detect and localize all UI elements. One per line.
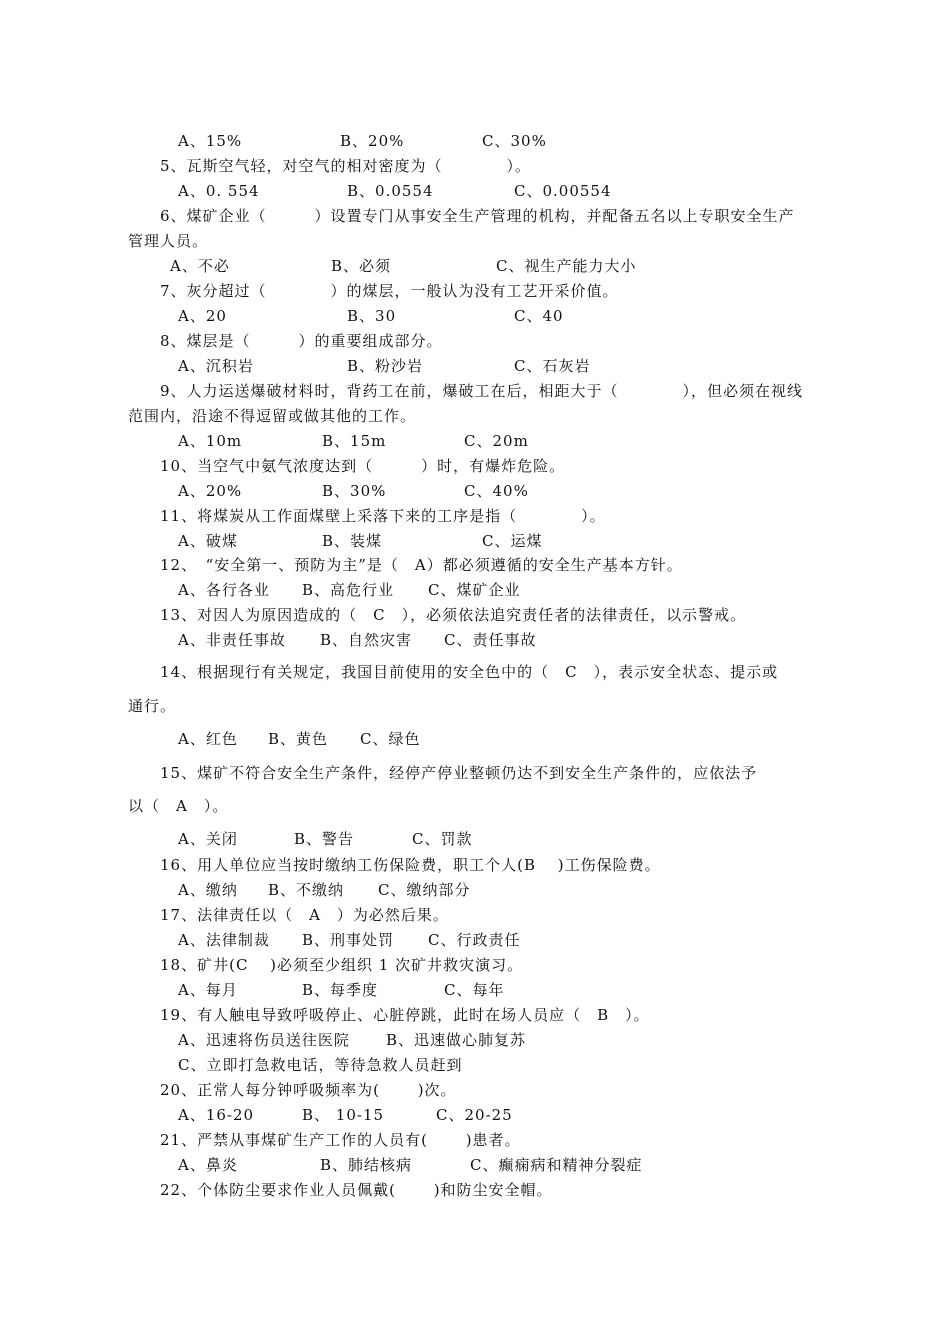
option-a: A、破煤 [178,532,238,550]
question-text: 17、法律责任以（ A ）为必然后果。 [160,906,449,924]
option-b: B、必须 [331,257,392,275]
option-a: A、非责任事故 [178,631,286,649]
question-text: 18、矿井(C )必须至少组织 1 次矿井救灾演习。 [160,956,524,974]
option-c: C、20-25 [436,1106,513,1124]
option-b: B、自然灾害 [320,631,413,649]
option-b: B、肺结核病 [320,1156,413,1174]
option-c: C、缴纳部分 [378,881,471,899]
option-a: A、不必 [170,257,230,275]
question-text: 10、当空气中氨气浓度达到（ ）时，有爆炸危险。 [160,457,566,475]
option-b: B、每季度 [302,981,379,999]
option-a: A、16-20 [178,1106,255,1124]
option-a: A、10m [178,432,243,450]
option-c: C、运煤 [482,532,543,550]
question-text: 16、用人单位应当按时缴纳工伤保险费，职工个人(B )工伤保险费。 [160,856,661,874]
option-b: B、刑事处罚 [302,931,395,949]
question-text-continued: 以（ A ）。 [128,797,229,815]
option-a: A、15% [178,132,243,150]
option-a: A、法律制裁 [178,931,270,949]
option-a: A、每月 [178,981,238,999]
option-c: C、绿色 [360,730,421,748]
option-b: B、装煤 [322,532,383,550]
option-c: C、每年 [444,981,505,999]
question-text: 19、有人触电导致呼吸停止、心脏停跳，此时在场人员应（ B ）。 [160,1006,650,1024]
option-b: B、警告 [294,830,355,848]
option-a: A、关闭 [178,830,238,848]
option-c: C、40 [514,307,564,325]
question-text-continued: 通行。 [128,697,177,715]
option-b: B、粉沙岩 [347,357,424,375]
question-text: 8、煤层是（ ）的重要组成部分。 [160,332,443,350]
question-text: 14、根据现行有关规定，我国目前使用的安全色中的（ C ），表示安全状态、提示或 [160,663,779,681]
option-a: A、沉积岩 [178,357,254,375]
question-text: 9、人力运送爆破材料时，背药工在前，爆破工在后，相距大于（ ），但必须在视线 [160,382,804,400]
option-c: C、40% [464,482,529,500]
question-text: 12、 “安全第一、预防为主”是（ A）都必须遵循的安全生产基本方针。 [160,556,683,574]
option-c: C、煤矿企业 [428,581,521,599]
question-text-continued: 管理人员。 [128,232,209,250]
option-c: C、视生产能力大小 [496,257,637,275]
option-a: A、各行各业 [178,581,270,599]
question-text: 20、正常人每分钟呼吸频率为( )次。 [160,1081,457,1099]
question-text-continued: 范围内，沿途不得逗留或做其他的工作。 [128,407,417,425]
option-a: A、20 [178,307,227,325]
option-c: C、癫痫病和精神分裂症 [470,1156,643,1174]
option-b: B、不缴纳 [268,881,345,899]
option-b: B、30 [347,307,397,325]
question-text: 22、个体防尘要求作业人员佩戴( )和防尘安全帽。 [160,1181,553,1199]
option-a: A、鼻炎 [178,1156,238,1174]
option-b: B、高危行业 [302,581,395,599]
option-c: C、石灰岩 [514,357,591,375]
option-c: C、0.00554 [514,182,612,200]
option-c: C、30% [482,132,547,150]
option-a: A、20% [178,482,243,500]
option-b: B、15m [322,432,387,450]
option-c: C、责任事故 [444,631,537,649]
option-b: B、30% [322,482,387,500]
question-text: 6、煤矿企业（ ）设置专门从事安全生产管理的机构，并配备五名以上专职安全生产 [160,207,795,225]
question-text: 5、瓦斯空气轻，对空气的相对密度为（ ）。 [160,157,532,175]
option-b: B、迅速做心肺复苏 [386,1031,527,1049]
option-b: B、0.0554 [347,182,434,200]
question-text: 7、灰分超过（ ）的煤层，一般认为没有工艺开采价值。 [160,282,619,300]
option-c: C、立即打急救电话，等待急救人员赶到 [178,1056,463,1074]
question-text: 15、煤矿不符合安全生产条件，经停产停业整顿仍达不到安全生产条件的，应依法予 [160,764,758,782]
option-b: B、 10-15 [302,1106,385,1124]
option-c: C、行政责任 [428,931,521,949]
option-a: A、0. 554 [178,182,260,200]
option-c: C、20m [464,432,529,450]
question-text: 11、将煤炭从工作面煤壁上采落下来的工序是指（ ）。 [160,507,606,525]
option-b: B、黄色 [268,730,329,748]
option-b: B、20% [340,132,405,150]
question-text: 21、严禁从事煤矿生产工作的人员有( )患者。 [160,1131,521,1149]
option-a: A、缴纳 [178,881,238,899]
option-c: C、罚款 [412,830,473,848]
option-a: A、迅速将伤员送往医院 [178,1031,350,1049]
question-text: 13、对因人为原因造成的（ C ），必须依法追究责任者的法律责任，以示警戒。 [160,606,747,624]
option-a: A、红色 [178,730,238,748]
